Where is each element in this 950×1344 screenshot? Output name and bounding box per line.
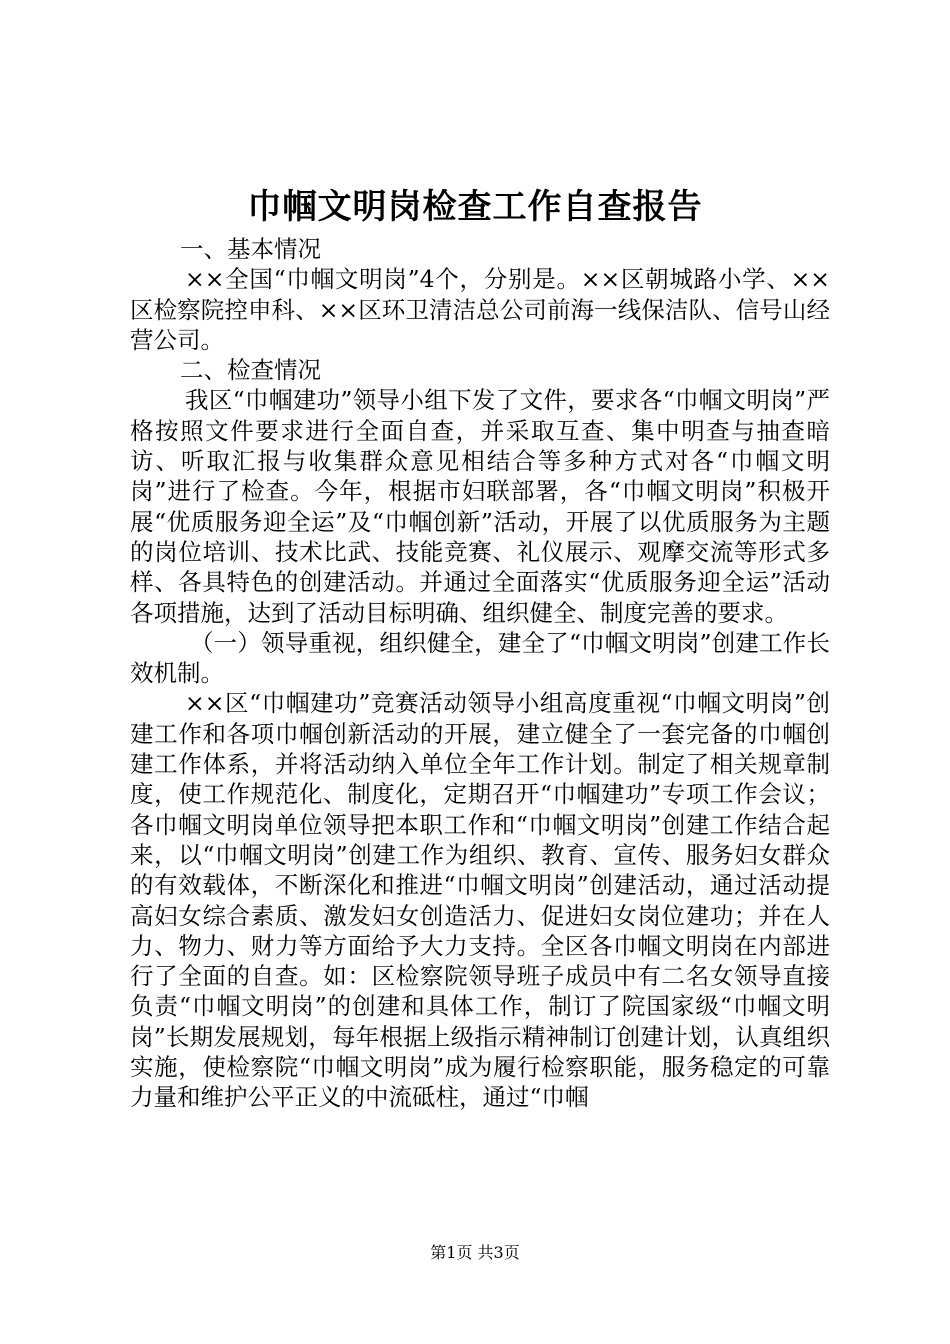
document-body	[130, 234, 830, 1113]
paragraph-leadership: ××区“巾帼建功”竞赛活动领导小组高度重视“巾帼文明岗”创建工作和各项巾帼创新活动的开展，建立健全了一套完备的巾帼创建工作体系，并将活动纳入单位全年工作计划。制定了相关规章制度，使工作规范化、制度化，定期召开“巾帼建功”专项工作会议；各巾帼文明岗单位领导把本职工作和“巾帼文明岗”创建工作结合起来，以“巾帼文明岗”创建工作为组织、教育、宣传、服务妇女群众的有效载体，不断深化和推进“巾帼文明岗”创建活动，通过活动提高妇女综合素质、激发妇女创造活力、促进妇女岗位建功；并在人力、物力、财力等方面给予大力支持。全区各巾帼文明岗在内部进行了全面的自查。如：区检察院领导班子成员中有二名女领导直接负责“巾帼文明岗”的创建和具体工作，制订了院国家级“巾帼文明岗”长期发展规划，每年根据上级指示精神制订创建计划，认真组织实施，使检察院“巾帼文明岗”成为履行检察职能，服务稳定的可靠力量和维护公平正义的中流砥柱，通过“巾帼	[130, 689, 830, 1112]
paragraph-inspection: 我区“巾帼建功”领导小组下发了文件，要求各“巾帼文明岗”严格按照文件要求进行全面自查，并采取互查、集中明查与抽查暗访、听取汇报与收集群众意见相结合等多种方式对各“巾帼文明岗”进行了检查。今年，根据市妇联部署，各“巾帼文明岗”积极开展“优质服务迎全运”及“巾帼创新”活动，开展了以优质服务为主题的岗位培训、技术比武、技能竞赛、礼仪展示、观摩交流等形式多样、各具特色的创建活动。并通过全面落实“优质服务迎全运”活动各项措施，达到了活动目标明确、组织健全、制度完善的要求。	[130, 386, 830, 627]
section-heading-inspection: 二、检查情况	[180, 356, 321, 385]
paragraph-basic-info: ××全国“巾帼文明岗”4个，分别是。××区朝城路小学、××区检察院控申科、××区环卫清洁总公司前海一线保洁队、信号山经营公司。	[130, 265, 830, 354]
subsection-heading-leadership: （一）领导重视，组织健全，建全了“巾帼文明岗”创建工作长效机制。	[130, 628, 830, 688]
page-footer: 第1页 共3页	[430, 1243, 520, 1262]
section-heading-basic-info: 一、基本情况	[180, 235, 321, 263]
document-title: 巾帼文明岗检查工作自查报告	[247, 187, 703, 227]
